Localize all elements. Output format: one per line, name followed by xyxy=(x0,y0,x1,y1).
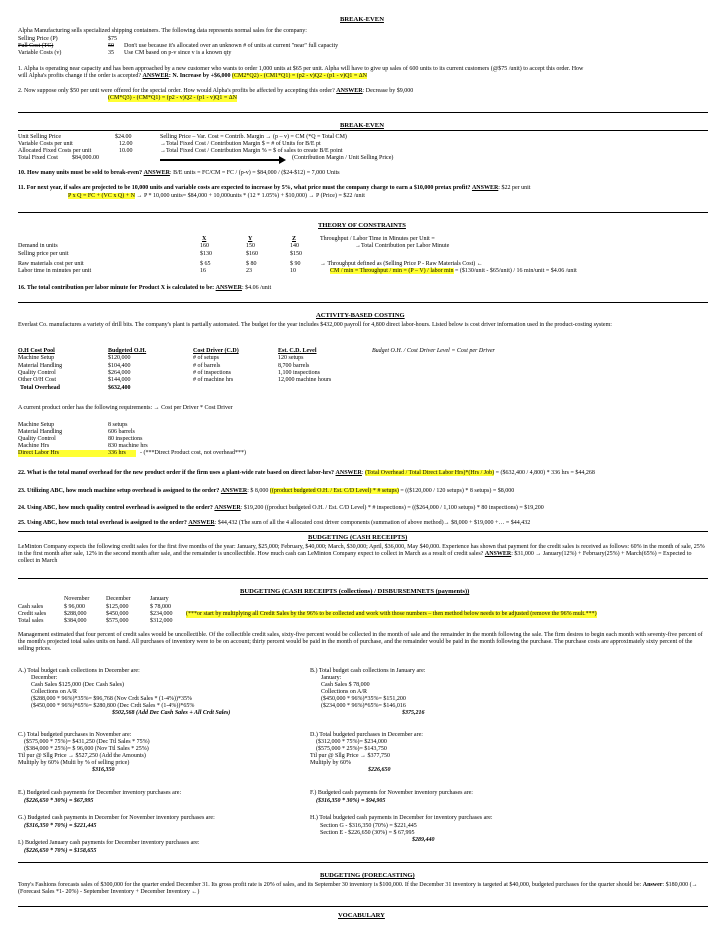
answer-label: ANSWER xyxy=(188,520,215,526)
abc-total-value: $632,400 xyxy=(108,385,131,391)
part-e-line: ($226,650 * 30%) = $67,995 xyxy=(24,798,94,804)
disb-header: January xyxy=(150,596,169,602)
disb-cell: $125,000 xyxy=(106,604,129,610)
toc-header: Y xyxy=(248,236,253,242)
disb-mgmt-text: Management estimated that four percent of credit sales would be uncollectible. Of the collectible credit sales, sixty-five percent would be collected in the month of sale and the remainder in the month following the sale. The firm desires to begin each month with seventy-five percent of the month's projected total sales units on hand. All purchases of inventory were to be on account; thirty percent would be paid in the month of purchase, and the remainder would be paid in the month following the purchase. The purchase costs are approximately sixty percent of the selling prices. xyxy=(18,632,703,653)
toc-cell: 150 xyxy=(246,243,255,249)
formula-22: (Total Overhead / Total Direct Labor Hrs)*(Hrs / Job) xyxy=(365,470,495,476)
disb-row-label: Credit sales xyxy=(18,611,47,617)
part-b-line: ($234,000 * 96%)*65%= $146,016 xyxy=(321,703,406,709)
part-b: B.) Total budget cash collections in January are: xyxy=(310,668,426,674)
disb-cell: $450,000 xyxy=(106,611,129,617)
disb-cell: $ 96,000 xyxy=(64,604,85,610)
calc-22: = ($632,400 / 4,800) * 336 hrs = $44,268 xyxy=(494,470,595,476)
question-24: 24. Using ABC, how much quality control overhead is assigned to the order? xyxy=(18,505,213,511)
abc-cell: $120,000 xyxy=(108,355,131,361)
abc-cell: 12,000 machine hours xyxy=(278,377,332,383)
answer-24: : $19,200 ((product budgeted O.H. / Est. C/D Level) * # inspections) = (($264,000 / 1,100 setups) * 80 inspections) = $19,200 xyxy=(240,505,544,511)
answer-label: ANSWER xyxy=(336,88,363,94)
order-value: 336 hrs xyxy=(108,450,126,456)
be-row-label: Unit Selling Price xyxy=(18,134,61,140)
part-g: G.) Budgeted cash payments in December for November inventory purchases are: xyxy=(18,815,215,821)
abc-cell: Machine Setup xyxy=(18,355,55,361)
part-h: H.) Total budgeted cash payments in December for inventory purchases are: xyxy=(310,815,493,821)
answer-11: : $22 per unit xyxy=(498,185,531,191)
answer-label: ANSWER xyxy=(335,470,362,476)
part-c-line: Mulitply by 60% (Multi by % of selling price) xyxy=(18,760,130,766)
toc-formula: CM / min = Throughput / min = (P – V) / labor min xyxy=(330,268,454,274)
part-f-line: ($316,350 * 30%) = $94,905 xyxy=(316,798,386,804)
answer-label: ANSWER xyxy=(142,73,169,79)
toc-header: X xyxy=(202,236,207,242)
be-row-value: 12.00 xyxy=(119,141,133,147)
toc-note: Throughput / Labor Time in Minutes per Unit = xyxy=(320,236,435,242)
question-1-cont: will Alpha's profits change if the order is accepted? xyxy=(18,73,142,79)
disb-cell: $312,000 xyxy=(150,618,173,624)
toc-cell: 16 xyxy=(200,268,206,274)
abc-cell: # of inspections xyxy=(193,370,231,376)
part-b-line: January: xyxy=(321,675,342,681)
toc-header: Z xyxy=(292,236,297,242)
part-b-total: $375,216 xyxy=(402,710,425,716)
divider xyxy=(18,212,708,213)
abc-cell: 8,700 barrels xyxy=(278,363,310,369)
part-i: I.) Budgeted January cash payments for December inventory purchases are: xyxy=(18,840,200,846)
arrow-icon xyxy=(160,159,280,161)
toc-cell: 10 xyxy=(290,268,296,274)
be-row-label: Allocated Fixed Costs per unit xyxy=(18,148,92,154)
part-h-total: $289,440 xyxy=(412,837,435,843)
divider xyxy=(18,130,708,131)
order-label: Direct Labor Hrs xyxy=(18,450,136,457)
toc-cell: $130 xyxy=(200,251,212,257)
question-22: 22. What is the total manuf overhead for the new product order if the firm uses a plant-wide rate based on direct labor-hrs? xyxy=(18,470,335,476)
answer-10: : B/E units = FC/CM = FC / (p-v) = $84,000 / ($24-$12) = 7,000 Units xyxy=(169,170,340,176)
disb-cell: $384,000 xyxy=(64,618,87,624)
part-b-line: Cash Sales $ 78,000 xyxy=(321,682,370,688)
forecast-calc: (→ (Forecast Sales *1- 20%) - September Inventory + December Inventory ←) xyxy=(18,882,698,896)
abc-cell: # of machine hrs xyxy=(193,377,234,383)
answer-label: ANSWER xyxy=(215,285,242,291)
divider xyxy=(18,862,708,863)
answer-1: : N. Increase by +$6,000 xyxy=(168,73,231,79)
abc-total-label: Total Overhead xyxy=(20,385,60,391)
be-formula: Selling Price – Var. Cost = Contrib. Margin → (p – v) = CM (*Q = Total CM) xyxy=(160,134,347,140)
part-a-line: ($450,000 * 96%)*65%= $280,800 (Dec Crdt Sales * (1-4%))*65% xyxy=(31,703,195,709)
section-title-breakeven: BREAK-EVEN xyxy=(340,16,384,23)
order-label: Machine Hrs xyxy=(18,443,50,449)
toc-cell: $ 90 xyxy=(290,261,301,267)
question-16: 16. The total contribution per labor minute for Product X is calculated to be: xyxy=(18,285,215,291)
abc-header: Est. C.D. Level xyxy=(278,348,317,354)
formula-2: (CM*Q3) - (CM*Q1) = (p2 - v)Q2 - (p1 - v)Q1 = ΔN xyxy=(108,95,237,101)
disb-header: December xyxy=(106,596,131,602)
part-a: A.) Total budget cash collections in December are: xyxy=(18,668,140,674)
abc-cell: 120 setups xyxy=(278,355,304,361)
order-label: Quality Control xyxy=(18,436,56,442)
divider xyxy=(18,531,708,532)
part-c-line: ($575,000 * 75%)= $431,250 (Dec Ttl Sales * 75%) xyxy=(24,739,150,745)
abc-cell: Quality Control xyxy=(18,370,56,376)
abc-cell: 1,100 inspections xyxy=(278,370,320,376)
formula-1: (CM2*Q2) - (CM1*Q1) = (p2 - v)Q2 - (p1 - v)Q1 = ΔN xyxy=(232,73,367,79)
section-title-toc: THEORY OF CONSTRAINTS xyxy=(318,222,406,229)
question-1: 1. Alpha is operating near capacity and has been approached by a new customer who wants to order 1,000 units at $65 per unit. Alpha will have to give up sales of 600 units to its current customers (@$75 /unit) to accept this order. How xyxy=(18,66,584,72)
be-formula: →Total Fixed Cost / Contribution Margin % = $ of sales to create B/E point xyxy=(160,148,343,154)
toc-cell: $150 xyxy=(290,251,302,257)
part-c-line: ($384,000 * 25%)= $ 96,000 (Nov Ttl Sales * 25%) xyxy=(24,746,149,752)
abc-cell: $144,000 xyxy=(108,377,131,383)
divider xyxy=(18,578,708,579)
part-e: E.) Budgeted cash payments for December inventory purchases are: xyxy=(18,790,182,796)
be-formula: (Contribution Margin / Unit Selling Price) xyxy=(292,155,394,161)
part-b-line: Collections on A/R xyxy=(321,689,368,695)
budget-cash-calc: → January(12%) + February(25%) + March(65%) = Expected to collect in March xyxy=(18,551,692,565)
answer-25: : $44,432 (The sum of all the 4 allocated cost driver components (summation of above method)→ $8,000 + $19,000 +… = $44,432 xyxy=(214,520,531,526)
abc-header: Budgeted O.H. xyxy=(108,348,147,354)
disb-cell: $234,000 xyxy=(150,611,173,617)
abc-order-intro: A current product order has the following requirements: → Cost per Driver * Cost Driver xyxy=(18,405,233,411)
formula-23: ((product budgeted O.H. / Est. C/D Level) * # setups) xyxy=(269,488,399,494)
abc-cell: # of barrels xyxy=(193,363,221,369)
budget-cash-text: LeMinton Company expects the following credit sales for the first five months of the year: January, $25,000; February, $40,000; March, $30,000; April, $36,000, May $40,000. Experience has shown that payment for the credit sales is received as follows: 60% in the month of sale, 25% in the first month after sale, 12% in the second month after sale, and the remainder is uncollectible. How much cash can LeMinton Company expect to collect in March as a result of credit sales? xyxy=(18,544,705,558)
formula-11: P x Q = FC + (VC x Q) + N xyxy=(68,193,135,199)
part-d-line: ($575,000 * 25%)= $143,750 xyxy=(316,746,387,752)
question-10: 10. How many units must be sold to break-even? xyxy=(18,170,143,176)
part-b-line: ($450,000 * 96%)*35%= $151,200 xyxy=(321,696,406,702)
order-value: 8 setups xyxy=(108,422,128,428)
section-title-budget-disb: BUDGETING (CASH RECEIPTS (collections) / DISBURSEMNETS (payments)) xyxy=(240,588,470,595)
toc-cell: 160 xyxy=(200,243,209,249)
order-note: - (***Direct Product cost, not overhead***) xyxy=(140,450,246,456)
budget-cash-answer: : $31,000 xyxy=(511,551,534,558)
question-11: 11. For next year, if sales are projected to be 10,000 units and variable costs are expected to increase by 5%, what price must the company charge to earn a $10,000 pretax profit? xyxy=(18,185,471,191)
calc-11: → P * 10,000 units= $84,000 + 10,000units * (12 * 1.05%) + $10,000) → P (Price) = $22 /unit xyxy=(136,193,365,199)
part-i-line: ($226,650 * 70%) = $158,655 xyxy=(24,848,97,854)
toc-row-label: Labor time in minutes per unit xyxy=(18,268,92,274)
answer-label: Answer xyxy=(642,882,663,888)
part-h-line: Section G - $316,350 (70%) = $221,445 xyxy=(320,823,417,829)
abc-cell: $104,400 xyxy=(108,363,131,369)
question-2: 2. Now suppose only $50 per unit were offered for the special order. How would Alpha's profits be affected by accepting this order? xyxy=(18,88,335,94)
abc-intro: Everlast Co. manufactures a variety of drill bits. The company's plant is partially automated. The budget for the year includes $432,000 payroll for 4,800 direct labor-hours. Listed below is cost driver information used in the product-costing system: xyxy=(18,322,612,328)
disb-hl-note: (***or start by multiplying all Credit Sales by the 96% to be collected and work with those numbers – then method below needs to be adjusted (remove the 96% mult.***) xyxy=(186,611,597,617)
abc-header: Cost Driver (C.D) xyxy=(193,348,239,354)
part-a-line: Collections on A/R xyxy=(31,689,78,695)
section-title-breakeven-2: BREAK-EVEN xyxy=(340,122,384,129)
order-value: 606 barrels xyxy=(108,429,135,435)
calc-23: = (($120,000 / 120 setups) * 8 setups) = $8,000 xyxy=(398,488,515,494)
disb-row-label: Cash sales xyxy=(18,604,44,610)
question-23: 23. Utilizing ABC, how much machine setup overhead is assigned to the order? xyxy=(18,488,220,494)
document-page: BREAK-EVEN Alpha Manufacturing sells specialized shipping containers. The following data represents normal sales for the company: Selling Price (P) $75 Full Cost (TC) 50 Don't use because it's allocated over an unknown # of units at current "near" full capacity Variable Costs (v) 35 Use CM based on p-v since v is a known qty 1. Alpha is operating near capacity and has been approached by a new customer who wants to order 1,000 units at $65 per unit. Alpha will have to give up sales of 600 units to its current customers (@$75 /unit) to accept this order. How will Alpha's profits change if the order is accepted? ANSWER: N. Increase by +$6,000 (CM2*Q2) - (CM1*Q1) = (p2 - v)Q2 - (p1 - v)Q1 = ΔN 2. Now suppose only $50 per unit were offered for the special order. How would Alpha's profits be affected by accepting this order? ANSWER: Decrease by $9,000 (CM*Q3) - (CM*Q1) = (p2 - v)Q2 - (p1 - v)Q1 = ΔN BREAK-EVEN Unit Selling Price $24.00 Variable Costs per unit 12.00 Allocated Fixed Costs per unit 10.00 Total Fixed Cost $84,000.00 Selling Price – Var. Cost = Contrib. Margin → (p – v) = CM (*Q = Total CM) →Total Fixed Cost / Contribution Margin $ = # of Units for B/E pt →Total Fixed Cost / Contribution Margin % = $ of sales to create B/E point (Contribution Margin / Unit Selling Price) 10. How many units must be sold to break-even? ANSWER: B/E units = FC/CM = FC / (p-v) = $84,000 / ($24-$12) = 7,000 Units 11. For next year, if sales are projected to be 10,000 units and variable costs are expected to increase by 5%, what price must the company charge to earn a $10,000 pretax profit? ANSWER: $22 per unit P x Q = FC + (VC x Q) + N → P * 10,000 units= $84,000 + 10,000units * (12 * 1.05%) + $10,000) → P (Price) = $22 /unit THEORY OF CONSTRAINTS X Y Z Throughput / Labor Time in Minutes per Unit = →Total Contribution per Labor Minute Demand in units 160 150 140 Selling price per unit $130 $160 $150 Raw materials cost per unit $ 65 $ 80 $ 90 → Throughput defined as (Selling Price P - Raw Materials Cost) ← Labor time in minutes per unit 16 23 10 CM / min = Throughput / min = (P – V) / labor min = ($130/unit - $65/unit) / 16 min/unit = $4.06 /unit 16. The total contribution per labor minute for Product X is calculated to be: ANSWER: $4.06 /unit ACTIVITY-BASED COSTING Everlast Co. manufactures a variety of drill bits. The company's plant is partially automated. The budget for the year includes $432,000 payroll for 4,800 direct labor-hours. Listed below is cost driver information used in the product-costing system: O.H Cost Pool Budgeted O.H. Cost Driver (C.D) Est. C.D. Level Budget O.H. / Cost Driver Level = Cost per Driver Machine Setup $120,000 # of setups 120 setups Material Handling $104,400 # of barrels 8,700 barrels Quality Control $264,000 # of inspections 1,100 inspections Other O/H Cost $144,000 # of machine hrs 12,000 machine hours Total Overhead $632,400 A current product order has the following requirements: → Cost per Driver * Cost Driver Machine Setup 8 setups Material Handling 606 barrels Quality Control 80 inspections Machine Hrs 830 machine hrs Direct Labor Hrs 336 hrs - (***Direct Product cost, not overhead***) 22. What is the total manuf overhead for the new product order if the firm uses a plant-wide rate based on direct labor-hrs? ANSWER: (Total Overhead / Total Direct Labor Hrs)*(Hrs / Job) = ($632,400 / 4,800) * 336 hrs = $44,268 23. Utilizing ABC, how much machine setup overhead is assigned to the order? ANSWER: $ 8,000 ((product budgeted O.H. / Est. C/D Level) * # setups) = (($120,000 / 120 setups) * 8 setups) = $8,000 24. Using ABC, how much quality control overhead is assigned to the order? ANSWER: $19,200 ((product budgeted O.H. / Est. C/D Level) * # inspections) = (($264,000 / 1,100 setups) * 80 inspections) = $19,200 25. Using ABC, how much total overhead is assigned to the order? ANSWER: $44,432 (The sum of all the 4 allocated cost driver components (summation of above method)→ $8,000 + $19,000 +… = $44,432 BUDGETING (CASH RECEIPTS) LeMinton Company expects the following credit sales for the first five months of the year: January, $25,000; February, $40,000; March, $30,000; April, $36,000, May $40,000. Experience has shown that payment for the credit sales is received as follows: 60% in the month of sale, 25% in the first month after sale, 12% in the second month after sale, and the remainder is uncollectible. How much cash can LeMinton Company expect to collect in March as a result of credit sales? ANSWER: $31,000 → January(12%) + February(25%) + March(65%) = Expected to collect in March BUDGETING (CASH RECEIPTS (collections) / DISBURSEMNETS (payments)) November December January Cash sales $ 96,000 $125,000 $ 78,000 Credit sales $288,000 $450,000 $234,000 (***or start by multiplying all Credit Sales by the 96% to be collected and work with those numbers – then method below needs to be adjusted (remove the 96% mult.***) Total sales $384,000 $575,000 $312,000 Management estimated that four percent of credit sales would be uncollectible. Of the collectible credit sales, sixty-five percent would be collected in the month of sale and the remainder in the month following the sale. The firm desires to begin each month with seventy-five percent of the month's projected total sales units on hand. All purchases of inventory were to be on account; thirty percent would be paid in the month of purchase, and the remainder would be paid in the month following the purchase. The purchase costs are approximately sixty percent of the selling prices. A.) Total budget cash collections in December are: December: Cash Sales $125,000 (Dec Cash Sales) Collections on A/R ($288,000 * 96%)*35%= $96,768 (Nov Crdt Sales * (1-4%))*35% ($450,000 * 96%)*65%= $280,800 (Dec Crdt Sales * (1-4%))*65% $502,568 (Add Dec Cash Sales + All Crdt Sales) B.) Total budget cash collections in January are: January: Cash Sales $ 78,000 Collections on A/R ($450,000 * 96%)*35%= $151,200 ($234,000 * 96%)*65%= $146,016 $375,216 C.) Total budgeted purchases in November are: ($575,000 * 75%)= $431,250 (Dec Ttl Sales * 75%) ($384,000 * 25%)= $ 96,000 (Nov Ttl Sales * 25%) Ttl pur @ Sllg Price → $527,250 (Add the Amounts) Mulitply by 60% (Multi by % of selling price) $316,350 D.) Total budgeted purchases in December are: ($312,000 * 75%)= $234,000 ($575,000 * 25%)= $143,750 Ttl pur @ Sllg Price → $377,750 Mulitply by 60% $226,650 E.) Budgeted cash payments for December inventory purchases are: ($226,650 * 30%) = $67,995 F.) Budgeted cash payments for November inventory purchases are: ($316,350 * 30%) = $94,905 G.) Budgeted cash payments in December for November inventory purchases are: ($316,350 * 70%) = $221,445 H.) Total budgeted cash payments in December for inventory purchases are: Section G - $316,350 (70%) = $221,445 Section E - $226,650 (30%) = $ 67,995 $289,440 I.) Budgeted January cash payments for December inventory purchases are: ($226,650 * 70%) = $158,655 BUDGETING (FORECASTING) Tony's Fashions forecasts sales of $300,000 for the quarter ended December 31. Its gross profit rate is 20% of sales, and its September 30 inventory is $100,000. If the December 31 inventory is targeted at $40,000, budgeted purchases for the quarter should be: Answer: $180,000 (→ (Forecast Sales *1- 20%) - September Inventory + December Inventory ←) VOCABULARY xyxy=(0,0,728,942)
abc-header-note: Budget O.H. / Cost Driver Level = Cost per Driver xyxy=(372,348,495,354)
breakeven-row-note: Use CM based on p-v since v is a known qty xyxy=(124,50,232,56)
order-label: Machine Setup xyxy=(18,422,55,428)
section-title-budget-cash: BUDGETING (CASH RECEIPTS) xyxy=(308,534,408,541)
be-row-value: $24.00 xyxy=(115,134,132,140)
divider xyxy=(18,302,708,303)
be-row-label: Variable Costs per unit xyxy=(18,141,73,147)
part-h-line: Section E - $226,650 (30%) = $ 67,995 xyxy=(320,830,415,836)
breakeven-row-label: Full Cost (TC) xyxy=(18,43,54,49)
part-a-line: Cash Sales $125,000 (Dec Cash Sales) xyxy=(31,682,124,688)
order-value: 80 inspections xyxy=(108,436,143,442)
disb-cell: $ 78,000 xyxy=(150,604,171,610)
part-d: D.) Total budgeted purchases in December are: xyxy=(310,732,423,738)
part-a-line: December: xyxy=(31,675,58,681)
divider xyxy=(18,112,708,113)
toc-row-label: Raw materials cost per unit xyxy=(18,261,84,267)
answer-16: : $4.06 /unit xyxy=(241,285,272,291)
be-row-value: 10.00 xyxy=(119,148,133,154)
disb-row-label: Total sales xyxy=(18,618,44,624)
answer-2: : Decrease by $9,000 xyxy=(362,88,414,94)
toc-cell: 140 xyxy=(290,243,299,249)
toc-cell: $ 65 xyxy=(200,261,211,267)
disb-cell: $288,000 xyxy=(64,611,87,617)
answer-label: ANSWER xyxy=(214,505,241,511)
breakeven-row-label: Variable Costs (v) xyxy=(18,50,62,56)
part-g-line: ($316,350 * 70%) = $221,445 xyxy=(24,823,97,829)
answer-label: ANSWER xyxy=(484,551,512,558)
be-formula: →Total Fixed Cost / Contribution Margin $ = # of Units for B/E pt xyxy=(160,141,321,147)
breakeven-row-value: $75 xyxy=(108,36,117,42)
abc-cell: # of setups xyxy=(193,355,219,361)
forecast-text: Tony's Fashions forecasts sales of $300,000 for the quarter ended December 31. Its gross profit rate is 20% of sales, and its September 30 inventory is $100,000. If the December 31 inventory is targeted at $40,000, budgeted purchases for the quarter should be: xyxy=(18,882,642,888)
forecast-answer: : $180,000 xyxy=(662,882,689,888)
toc-cell: 23 xyxy=(246,268,252,274)
be-row-label: Total Fixed Cost xyxy=(18,155,58,161)
part-c-line: Ttl pur @ Sllg Price → $527,250 (Add the Amounts) xyxy=(18,753,146,759)
be-row-value: $84,000.00 xyxy=(72,155,99,161)
toc-note: →Total Contribution per Labor Minute xyxy=(355,243,450,249)
breakeven-row-value: 35 xyxy=(108,50,114,56)
breakeven-row-label: Selling Price (P) xyxy=(18,36,58,42)
toc-note: → Throughput defined as (Selling Price P - Raw Materials Cost) ← xyxy=(320,261,483,267)
toc-cell: $160 xyxy=(246,251,258,257)
question-25: 25. Using ABC, how much total overhead is assigned to the order? xyxy=(18,520,187,526)
part-c: C.) Total budgeted purchases in November are: xyxy=(18,732,132,738)
abc-cell: $264,000 xyxy=(108,370,131,376)
abc-cell: Material Handling xyxy=(18,363,63,369)
part-f: F.) Budgeted cash payments for November inventory purchases are: xyxy=(310,790,473,796)
breakeven-row-note: Don't use because it's allocated over an unknown # of units at current "near" full capacity xyxy=(124,43,339,49)
part-a-line: ($288,000 * 96%)*35%= $96,768 (Nov Crdt Sales * (1-4%))*35% xyxy=(31,696,193,702)
abc-header: O.H Cost Pool xyxy=(18,348,55,354)
part-d-total: $226,650 xyxy=(368,767,391,773)
part-d-line: ($312,000 * 75%)= $234,000 xyxy=(316,739,387,745)
section-title-vocab: VOCABULARY xyxy=(338,912,385,919)
answer-label: ANSWER xyxy=(220,488,248,494)
toc-row-label: Demand in units xyxy=(18,243,58,249)
part-d-line: Ttl pur @ Sllg Price → $377,750 xyxy=(310,753,391,759)
toc-cell: $ 80 xyxy=(246,261,257,267)
order-value: 830 machine hrs xyxy=(108,443,148,449)
section-title-forecast: BUDGETING (FORECASTING) xyxy=(320,872,415,879)
breakeven-intro: Alpha Manufacturing sells specialized shipping containers. The following data represents normal sales for the company: xyxy=(18,28,307,34)
order-label: Material Handling xyxy=(18,429,63,435)
disb-cell: $575,000 xyxy=(106,618,129,624)
answer-label: ANSWER xyxy=(471,185,499,191)
part-a-total: $502,568 (Add Dec Cash Sales + All Crdt Sales) xyxy=(112,710,231,716)
answer-label: ANSWER xyxy=(143,170,170,176)
divider xyxy=(18,906,708,907)
toc-row-label: Selling price per unit xyxy=(18,251,69,257)
disb-header: November xyxy=(64,596,90,602)
part-d-line: Mulitply by 60% xyxy=(310,760,352,766)
section-title-abc: ACTIVITY-BASED COSTING xyxy=(316,312,405,319)
toc-calc: = ($130/unit - $65/unit) / 16 min/unit = $4.06 /unit xyxy=(453,268,577,274)
part-c-total: $316,350 xyxy=(92,767,115,773)
breakeven-row-value: 50 xyxy=(108,43,114,49)
abc-cell: Other O/H Cost xyxy=(18,377,56,383)
answer-23: $ 8,000 xyxy=(248,488,269,494)
